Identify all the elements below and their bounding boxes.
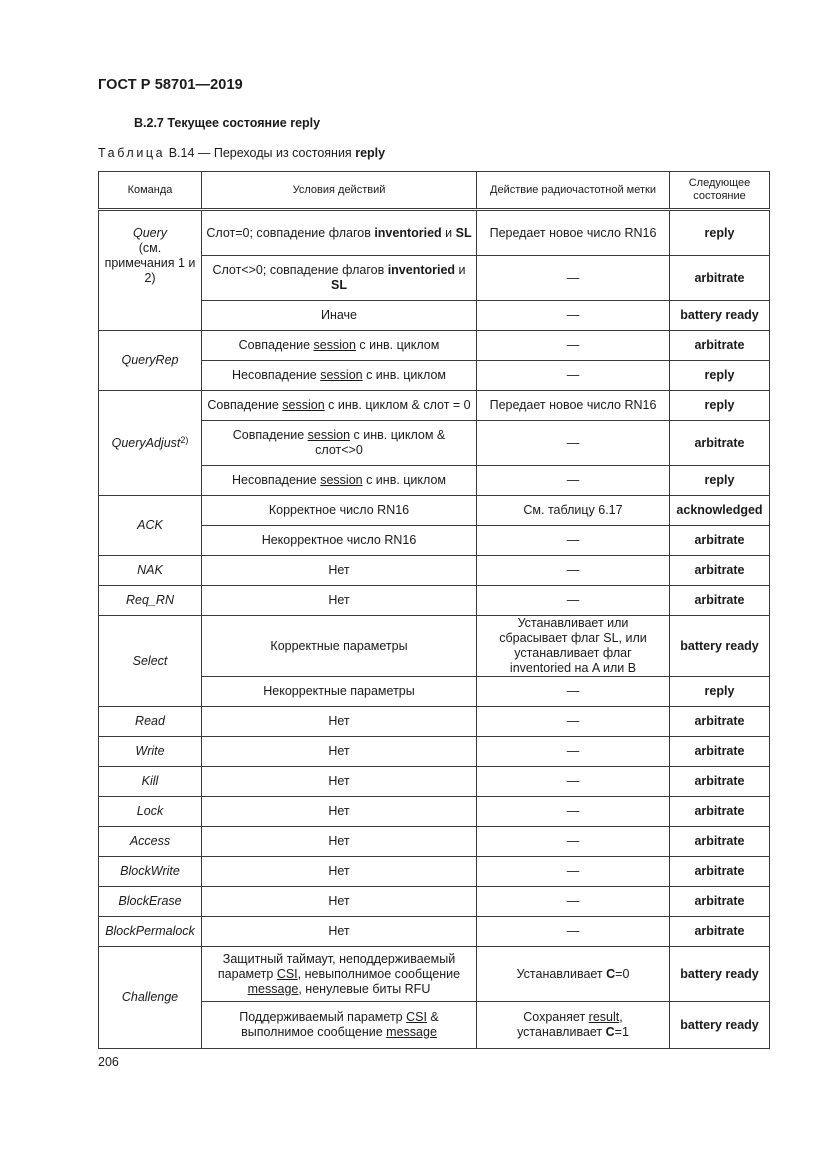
action-cell: Устанавливает или сбрасывает флаг SL, или устанавливает флаг inventoried на A или B bbox=[477, 616, 670, 677]
table-caption bbox=[98, 146, 385, 160]
table-row bbox=[99, 496, 770, 526]
next-state-cell: arbitrate bbox=[670, 797, 770, 827]
condition-cell: Совпадение session с инв. циклом & слот<>0 bbox=[202, 421, 477, 466]
header-action: Действие радиочастотной метки bbox=[477, 172, 670, 209]
table-row bbox=[99, 616, 770, 677]
command-cell-challenge: Challenge bbox=[99, 947, 202, 1049]
action-cell: — bbox=[477, 526, 670, 556]
action-cell: — bbox=[477, 827, 670, 857]
table-row bbox=[99, 857, 770, 887]
condition-cell: Совпадение session с инв. циклом & слот = 0 bbox=[202, 391, 477, 421]
condition-cell: Нет bbox=[202, 827, 477, 857]
header-command: Команда bbox=[99, 172, 202, 209]
command-cell: BlockErase bbox=[99, 887, 202, 917]
condition-cell: Защитный таймаут, неподдерживаемый параметр CSI, невыполнимое сообщение message, ненулевые биты RFU bbox=[202, 947, 477, 1002]
command-cell: Kill bbox=[99, 767, 202, 797]
next-state-cell: arbitrate bbox=[670, 917, 770, 947]
next-state-cell: arbitrate bbox=[670, 256, 770, 301]
next-state-cell: arbitrate bbox=[670, 827, 770, 857]
next-state-cell: battery ready bbox=[670, 301, 770, 331]
next-state-cell: reply bbox=[670, 391, 770, 421]
action-cell: — bbox=[477, 797, 670, 827]
action-cell: Передает новое число RN16 bbox=[477, 211, 670, 256]
condition-cell: Слот=0; совпадение флагов inventoried и SL bbox=[202, 211, 477, 256]
table-row bbox=[99, 391, 770, 421]
command-cell: BlockPermalock bbox=[99, 917, 202, 947]
command-cell-req-rn: Req_RN bbox=[99, 586, 202, 616]
command-cell-queryrep: QueryRep bbox=[99, 331, 202, 391]
action-cell: — bbox=[477, 256, 670, 301]
table-row bbox=[99, 737, 770, 767]
condition-cell: Нет bbox=[202, 556, 477, 586]
command-cell-queryadjust: QueryAdjust$^{2)}$ bbox=[99, 391, 202, 496]
next-state-cell: arbitrate bbox=[670, 887, 770, 917]
next-state-cell: arbitrate bbox=[670, 421, 770, 466]
next-state-cell: arbitrate bbox=[670, 767, 770, 797]
table-row bbox=[99, 917, 770, 947]
condition-cell: Иначе bbox=[202, 301, 477, 331]
command-cell-nak: NAK bbox=[99, 556, 202, 586]
table-row bbox=[99, 556, 770, 586]
caption-prefix: Таблица bbox=[98, 146, 166, 160]
condition-cell: Нет bbox=[202, 857, 477, 887]
condition-cell: Нет bbox=[202, 797, 477, 827]
command-note: (см. примечания 1 и 2) bbox=[104, 240, 196, 285]
condition-cell: Корректное число RN16 bbox=[202, 496, 477, 526]
document-header: ГОСТ Р 58701—2019 bbox=[98, 77, 243, 93]
condition-cell: Нет bbox=[202, 917, 477, 947]
condition-cell: Нет bbox=[202, 586, 477, 616]
next-state-cell: arbitrate bbox=[670, 331, 770, 361]
action-cell: Сохраняет result, устанавливает C=1 bbox=[477, 1002, 670, 1049]
command-cell: Read bbox=[99, 707, 202, 737]
caption-number: B.14 — Переходы из состояния bbox=[168, 146, 352, 160]
table-row bbox=[99, 947, 770, 1002]
action-cell: — bbox=[477, 737, 670, 767]
condition-cell: Слот<>0; совпадение флагов inventoried и SL bbox=[202, 256, 477, 301]
action-cell: Устанавливает C=0 bbox=[477, 947, 670, 1002]
next-state-cell: arbitrate bbox=[670, 526, 770, 556]
action-cell: — bbox=[477, 361, 670, 391]
header-next-state: Следующее состояние bbox=[670, 172, 770, 209]
action-cell: — bbox=[477, 677, 670, 707]
next-state-cell: battery ready bbox=[670, 1002, 770, 1049]
next-state-cell: battery ready bbox=[670, 616, 770, 677]
next-state-cell: arbitrate bbox=[670, 737, 770, 767]
table-row bbox=[99, 797, 770, 827]
footnote-marker: 2) bbox=[180, 434, 189, 445]
action-cell: См. таблицу 6.17 bbox=[477, 496, 670, 526]
table-row bbox=[99, 331, 770, 361]
action-cell: — bbox=[477, 887, 670, 917]
action-cell: — bbox=[477, 301, 670, 331]
table-row bbox=[99, 767, 770, 797]
next-state-cell: arbitrate bbox=[670, 556, 770, 586]
header-conditions: Условия действий bbox=[202, 172, 477, 209]
section-title: B.2.7 Текущее состояние reply bbox=[134, 116, 321, 130]
command-cell: BlockWrite bbox=[99, 857, 202, 887]
next-state-cell: battery ready bbox=[670, 947, 770, 1002]
next-state-cell: reply bbox=[670, 361, 770, 391]
condition-cell: Совпадение session с инв. циклом bbox=[202, 331, 477, 361]
next-state-cell: reply bbox=[670, 211, 770, 256]
action-cell: — bbox=[477, 857, 670, 887]
command-cell-ack: ACK bbox=[99, 496, 202, 556]
action-cell: — bbox=[477, 556, 670, 586]
command-cell: Write bbox=[99, 737, 202, 767]
condition-cell: Нет bbox=[202, 707, 477, 737]
action-cell: — bbox=[477, 466, 670, 496]
action-cell: — bbox=[477, 421, 670, 466]
condition-cell: Несовпадение session с инв. циклом bbox=[202, 361, 477, 391]
transitions-table bbox=[98, 171, 770, 1049]
condition-cell: Корректные параметры bbox=[202, 616, 477, 677]
next-state-cell: reply bbox=[670, 466, 770, 496]
table-row bbox=[99, 707, 770, 737]
caption-state: reply bbox=[355, 146, 386, 160]
action-cell: — bbox=[477, 331, 670, 361]
next-state-cell: acknowledged bbox=[670, 496, 770, 526]
action-cell: Передает новое число RN16 bbox=[477, 391, 670, 421]
table-row bbox=[99, 211, 770, 256]
command-cell: Lock bbox=[99, 797, 202, 827]
next-state-cell: arbitrate bbox=[670, 586, 770, 616]
command-cell-query bbox=[99, 211, 202, 331]
next-state-cell: reply bbox=[670, 677, 770, 707]
condition-cell: Нет bbox=[202, 887, 477, 917]
table-row bbox=[99, 586, 770, 616]
next-state-cell: arbitrate bbox=[670, 857, 770, 887]
command-cell-select: Select bbox=[99, 616, 202, 707]
table-row bbox=[99, 887, 770, 917]
condition-cell: Нет bbox=[202, 737, 477, 767]
command-cell: Access bbox=[99, 827, 202, 857]
action-cell: — bbox=[477, 917, 670, 947]
next-state-cell: arbitrate bbox=[670, 707, 770, 737]
table-header-row bbox=[99, 172, 770, 209]
command-name: Query bbox=[132, 225, 168, 240]
action-cell: — bbox=[477, 586, 670, 616]
condition-cell: Поддерживаемый параметр CSI & выполнимое сообщение message bbox=[202, 1002, 477, 1049]
condition-cell: Некорректное число RN16 bbox=[202, 526, 477, 556]
page-number: 206 bbox=[98, 1055, 119, 1069]
action-cell: — bbox=[477, 707, 670, 737]
condition-cell: Некорректные параметры bbox=[202, 677, 477, 707]
table-row bbox=[99, 827, 770, 857]
condition-cell: Несовпадение session с инв. циклом bbox=[202, 466, 477, 496]
condition-cell: Нет bbox=[202, 767, 477, 797]
action-cell: — bbox=[477, 767, 670, 797]
